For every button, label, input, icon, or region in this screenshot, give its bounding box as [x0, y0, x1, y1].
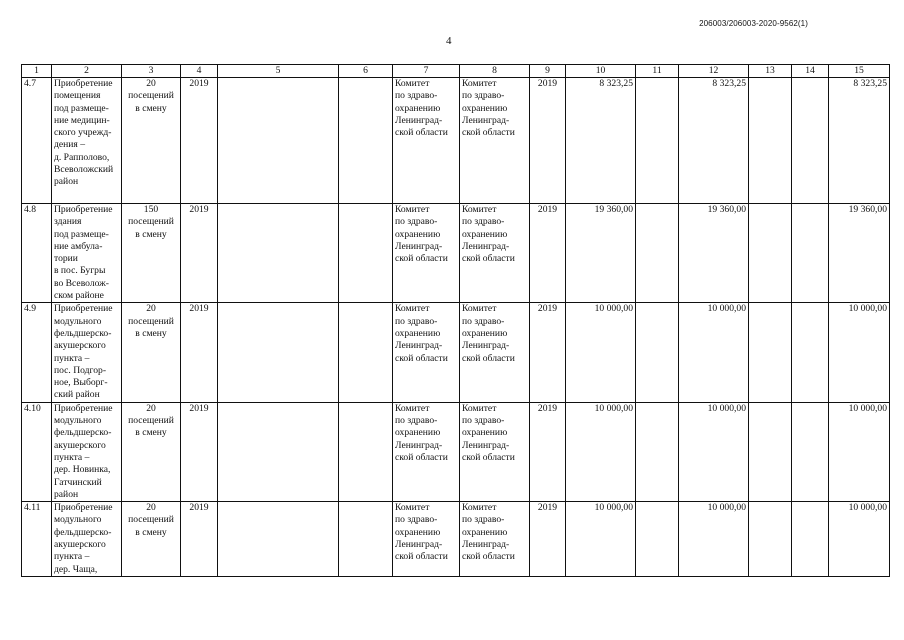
column-14-cell [792, 502, 829, 577]
column-11-cell [636, 78, 679, 204]
header-cell: 11 [636, 65, 679, 78]
column-14-cell [792, 78, 829, 204]
row-number-cell: 4.11 [22, 502, 52, 577]
column-13-cell [749, 402, 792, 501]
column-14-cell [792, 402, 829, 501]
page-number: 4 [446, 35, 452, 47]
table-row [22, 303, 890, 402]
finance-year-cell: 2019 [530, 402, 566, 501]
total-amount-cell: 8 323,25 [566, 78, 636, 204]
object-name-cell: Приобретение модульного фельдшерско- акушерского пункта – дер. Новинка, Гатчинский район [52, 402, 122, 501]
total-15-cell: 10 000,00 [829, 502, 890, 577]
column-13-cell [749, 303, 792, 402]
header-cell: 8 [460, 65, 530, 78]
header-cell: 7 [393, 65, 460, 78]
row-number-cell: 4.8 [22, 204, 52, 303]
header-cell: 5 [218, 65, 339, 78]
start-year-cell: 2019 [181, 303, 218, 402]
table-row [22, 78, 890, 204]
start-year-cell: 2019 [181, 78, 218, 204]
header-cell: 2 [52, 65, 122, 78]
column-14-cell [792, 204, 829, 303]
column-13-cell [749, 204, 792, 303]
customer-cell: Комитет по здраво- охранению Ленинград- ской области [393, 402, 460, 501]
column-11-cell [636, 502, 679, 577]
header-cell: 6 [339, 65, 393, 78]
column-6-cell [339, 204, 393, 303]
column-11-cell [636, 204, 679, 303]
executor-cell: Комитет по здраво- охранению Ленинград- ской области [460, 78, 530, 204]
header-row [22, 65, 890, 78]
customer-cell: Комитет по здраво- охранению Ленинград- ской области [393, 204, 460, 303]
table-row [22, 204, 890, 303]
object-name-cell: Приобретение модульного фельдшерско- акушерского пункта – пос. Подгор- ное, Выборг- ский район [52, 303, 122, 402]
regional-budget-cell: 8 323,25 [679, 78, 749, 204]
object-name-cell: Приобретение помещения под размеще- ние медицин- ского учрежд- дения – д. Рапполово, Всеволожский район [52, 78, 122, 204]
total-amount-cell: 10 000,00 [566, 502, 636, 577]
header-cell: 1 [22, 65, 52, 78]
total-15-cell: 10 000,00 [829, 402, 890, 501]
regional-budget-cell: 10 000,00 [679, 303, 749, 402]
column-6-cell [339, 78, 393, 204]
start-year-cell: 2019 [181, 402, 218, 501]
executor-cell: Комитет по здраво- охранению Ленинград- ской области [460, 204, 530, 303]
header-cell: 15 [829, 65, 890, 78]
total-15-cell: 19 360,00 [829, 204, 890, 303]
finance-year-cell: 2019 [530, 204, 566, 303]
capacity-cell: 20 посещений в смену [122, 303, 181, 402]
executor-cell: Комитет по здраво- охранению Ленинград- ской области [460, 402, 530, 501]
header-cell: 4 [181, 65, 218, 78]
object-name-cell: Приобретение модульного фельдшерско- акушерского пункта – дер. Чаща, [52, 502, 122, 577]
capacity-cell: 150 посещений в смену [122, 204, 181, 303]
row-number-cell: 4.7 [22, 78, 52, 204]
program-table [21, 64, 890, 577]
column-6-cell [339, 303, 393, 402]
header-cell: 3 [122, 65, 181, 78]
column-5-cell [218, 204, 339, 303]
column-5-cell [218, 78, 339, 204]
column-5-cell [218, 402, 339, 501]
header-cell: 13 [749, 65, 792, 78]
executor-cell: Комитет по здраво- охранению Ленинград- ской области [460, 502, 530, 577]
total-15-cell: 10 000,00 [829, 303, 890, 402]
column-5-cell [218, 303, 339, 402]
row-number-cell: 4.10 [22, 402, 52, 501]
finance-year-cell: 2019 [530, 303, 566, 402]
customer-cell: Комитет по здраво- охранению Ленинград- ской области [393, 303, 460, 402]
object-name-cell: Приобретение здания под размеще- ние амбула- тории в пос. Бугры во Всеволож- ском районе [52, 204, 122, 303]
row-number-cell: 4.9 [22, 303, 52, 402]
column-13-cell [749, 78, 792, 204]
executor-cell: Комитет по здраво- охранению Ленинград- ской области [460, 303, 530, 402]
total-15-cell: 8 323,25 [829, 78, 890, 204]
finance-year-cell: 2019 [530, 78, 566, 204]
total-amount-cell: 10 000,00 [566, 402, 636, 501]
total-amount-cell: 10 000,00 [566, 303, 636, 402]
total-amount-cell: 19 360,00 [566, 204, 636, 303]
regional-budget-cell: 19 360,00 [679, 204, 749, 303]
customer-cell: Комитет по здраво- охранению Ленинград- ской области [393, 502, 460, 577]
column-5-cell [218, 502, 339, 577]
header-cell: 14 [792, 65, 829, 78]
column-6-cell [339, 502, 393, 577]
column-11-cell [636, 303, 679, 402]
capacity-cell: 20 посещений в смену [122, 78, 181, 204]
start-year-cell: 2019 [181, 204, 218, 303]
column-11-cell [636, 402, 679, 501]
start-year-cell: 2019 [181, 502, 218, 577]
regional-budget-cell: 10 000,00 [679, 502, 749, 577]
table-row [22, 502, 890, 577]
header-cell: 12 [679, 65, 749, 78]
column-14-cell [792, 303, 829, 402]
regional-budget-cell: 10 000,00 [679, 402, 749, 501]
header-cell: 10 [566, 65, 636, 78]
customer-cell: Комитет по здраво- охранению Ленинград- ской области [393, 78, 460, 204]
header-cell: 9 [530, 65, 566, 78]
capacity-cell: 20 посещений в смену [122, 402, 181, 501]
finance-year-cell: 2019 [530, 502, 566, 577]
column-6-cell [339, 402, 393, 501]
document-id: 206003/206003-2020-9562(1) [699, 19, 808, 28]
capacity-cell: 20 посещений в смену [122, 502, 181, 577]
column-13-cell [749, 502, 792, 577]
table-row [22, 402, 890, 501]
